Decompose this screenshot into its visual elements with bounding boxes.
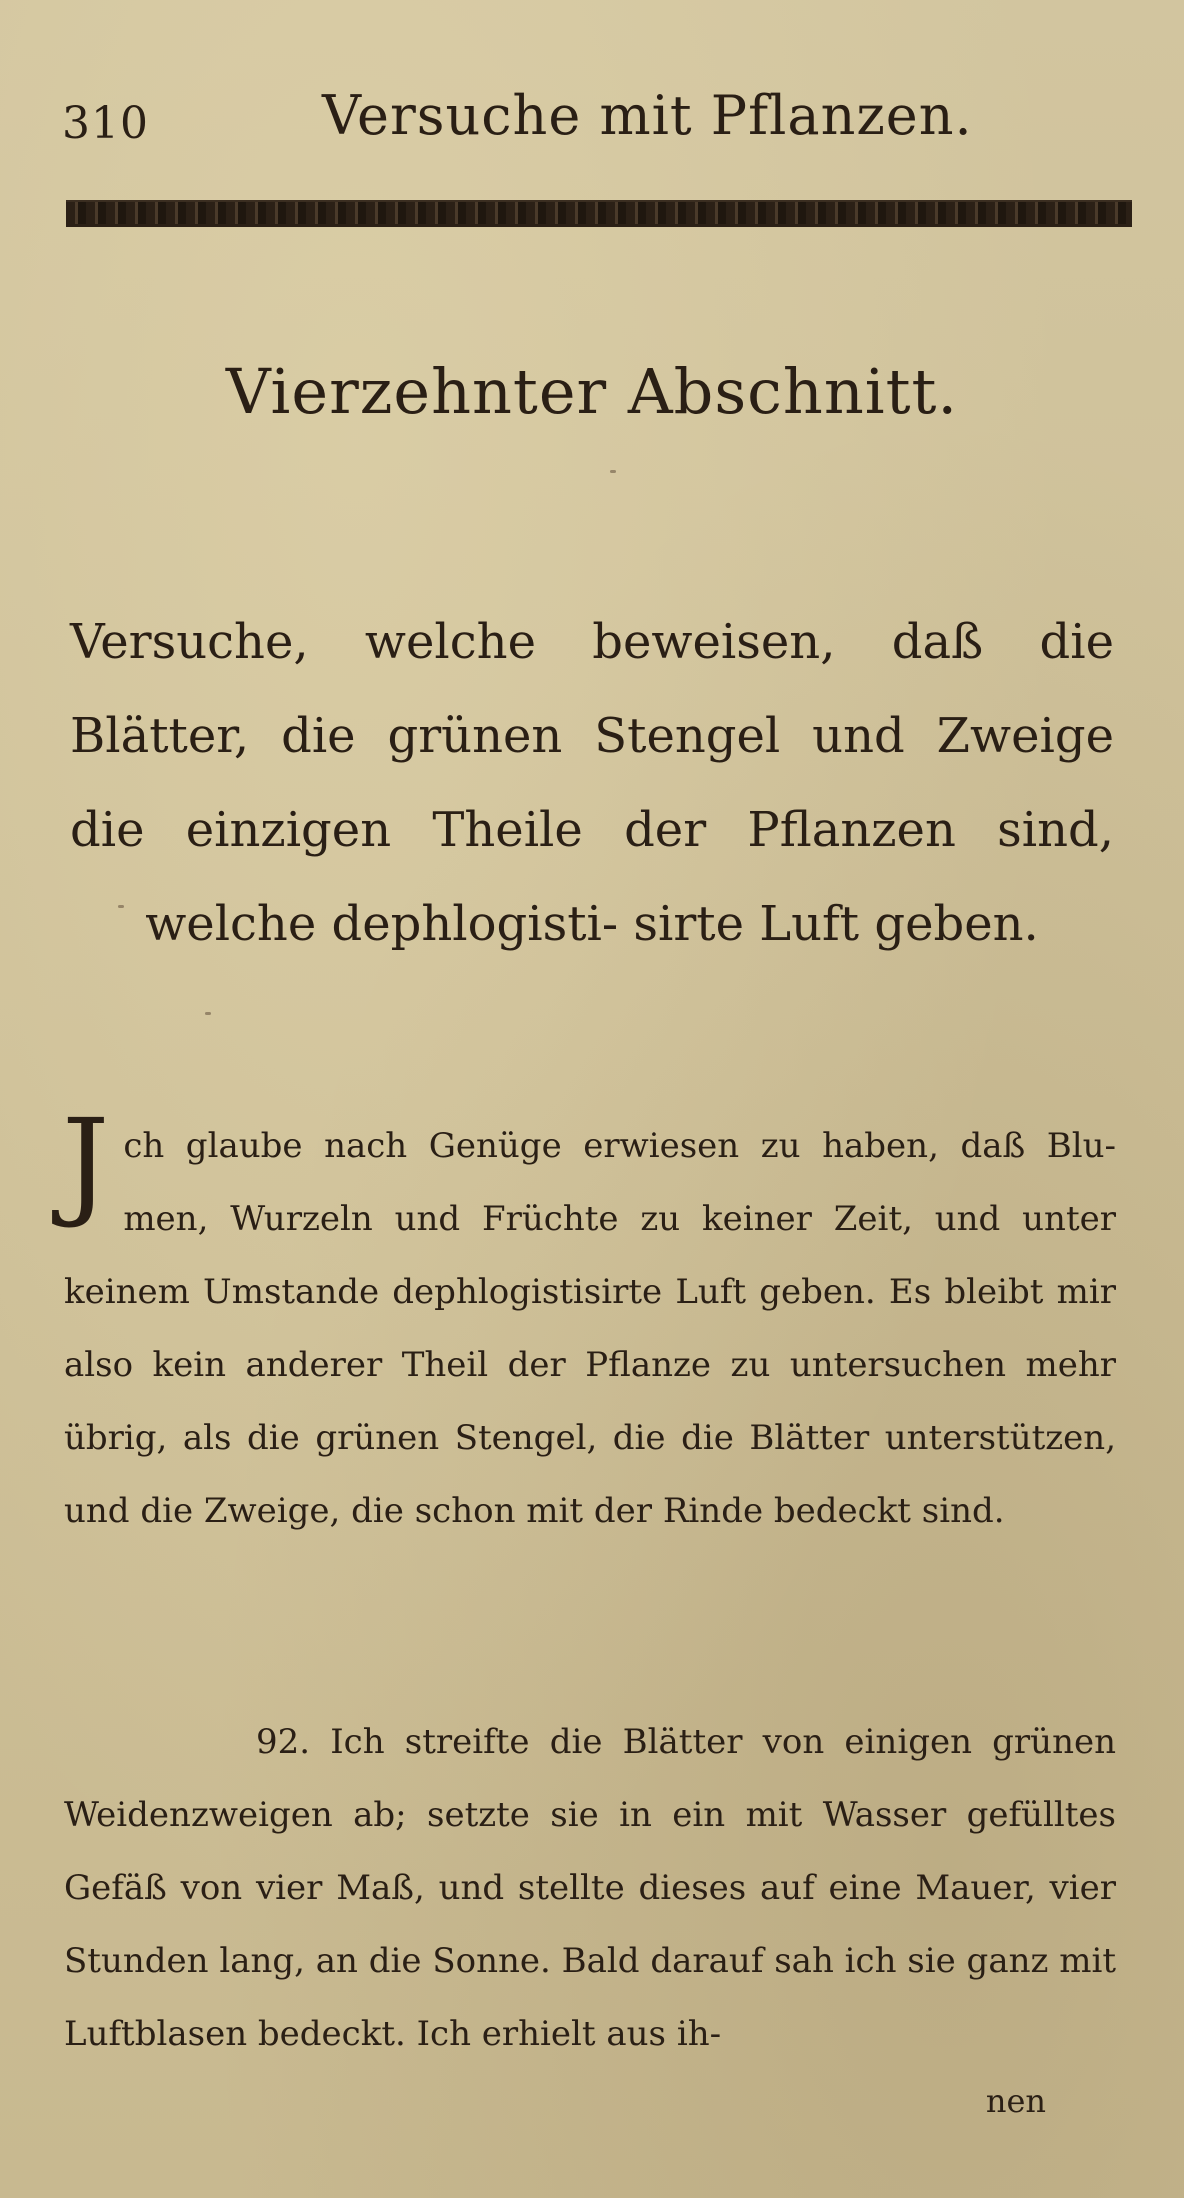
page-header xyxy=(58,70,1126,150)
paragraph-2-text: 92. Ich streifte die Blätter von einigen grünen Weidenzweigen ab; setzte sie in ein mit Wasser gefülltes Gefäß von vier Maß, und stellte dieses auf eine Mauer, vier Stunden lang, an die Sonne. Bald darauf sah ich sie ganz mit Luftblasen bedeckt. Ich erhielt aus ih- xyxy=(64,1722,1116,2054)
paragraph-1 xyxy=(62,1093,1116,1548)
running-head: Versuche mit Pflanzen. xyxy=(322,84,973,147)
paper-speck xyxy=(118,905,124,908)
paragraph-1-text: ch glaube nach Genüge erwiesen zu haben, daß Blu- men, Wurzeln und Früchte zu keiner Zeit, und unter keinem Umstande dephlogistisirte Luft geben. Es bleibt mir also kein anderer Theil der Pflanze zu untersuchen mehr übrig, als die grünen Stengel, die die Blätter unterstützen, und die Zweige, die schon mit der Rinde bedeckt sind. xyxy=(64,1126,1116,1531)
decorative-rule xyxy=(66,200,1132,227)
paper-speck xyxy=(205,1012,211,1015)
paragraph-2 xyxy=(64,1706,1116,2071)
page-number: 310 xyxy=(62,98,149,149)
catchword: nen xyxy=(985,2082,1046,2120)
paper-speck xyxy=(610,470,616,473)
chapter-heading: Versuche, welche beweisen, daß die Blätter, die grünen Stengel und Zweige die einzigen Theile der Pflanzen sind, welche dephlogisti- sirte Luft geben. xyxy=(70,614,1114,952)
section-title: Vierzehnter Abschnitt. xyxy=(225,355,959,428)
drop-cap: J xyxy=(62,1093,110,1231)
